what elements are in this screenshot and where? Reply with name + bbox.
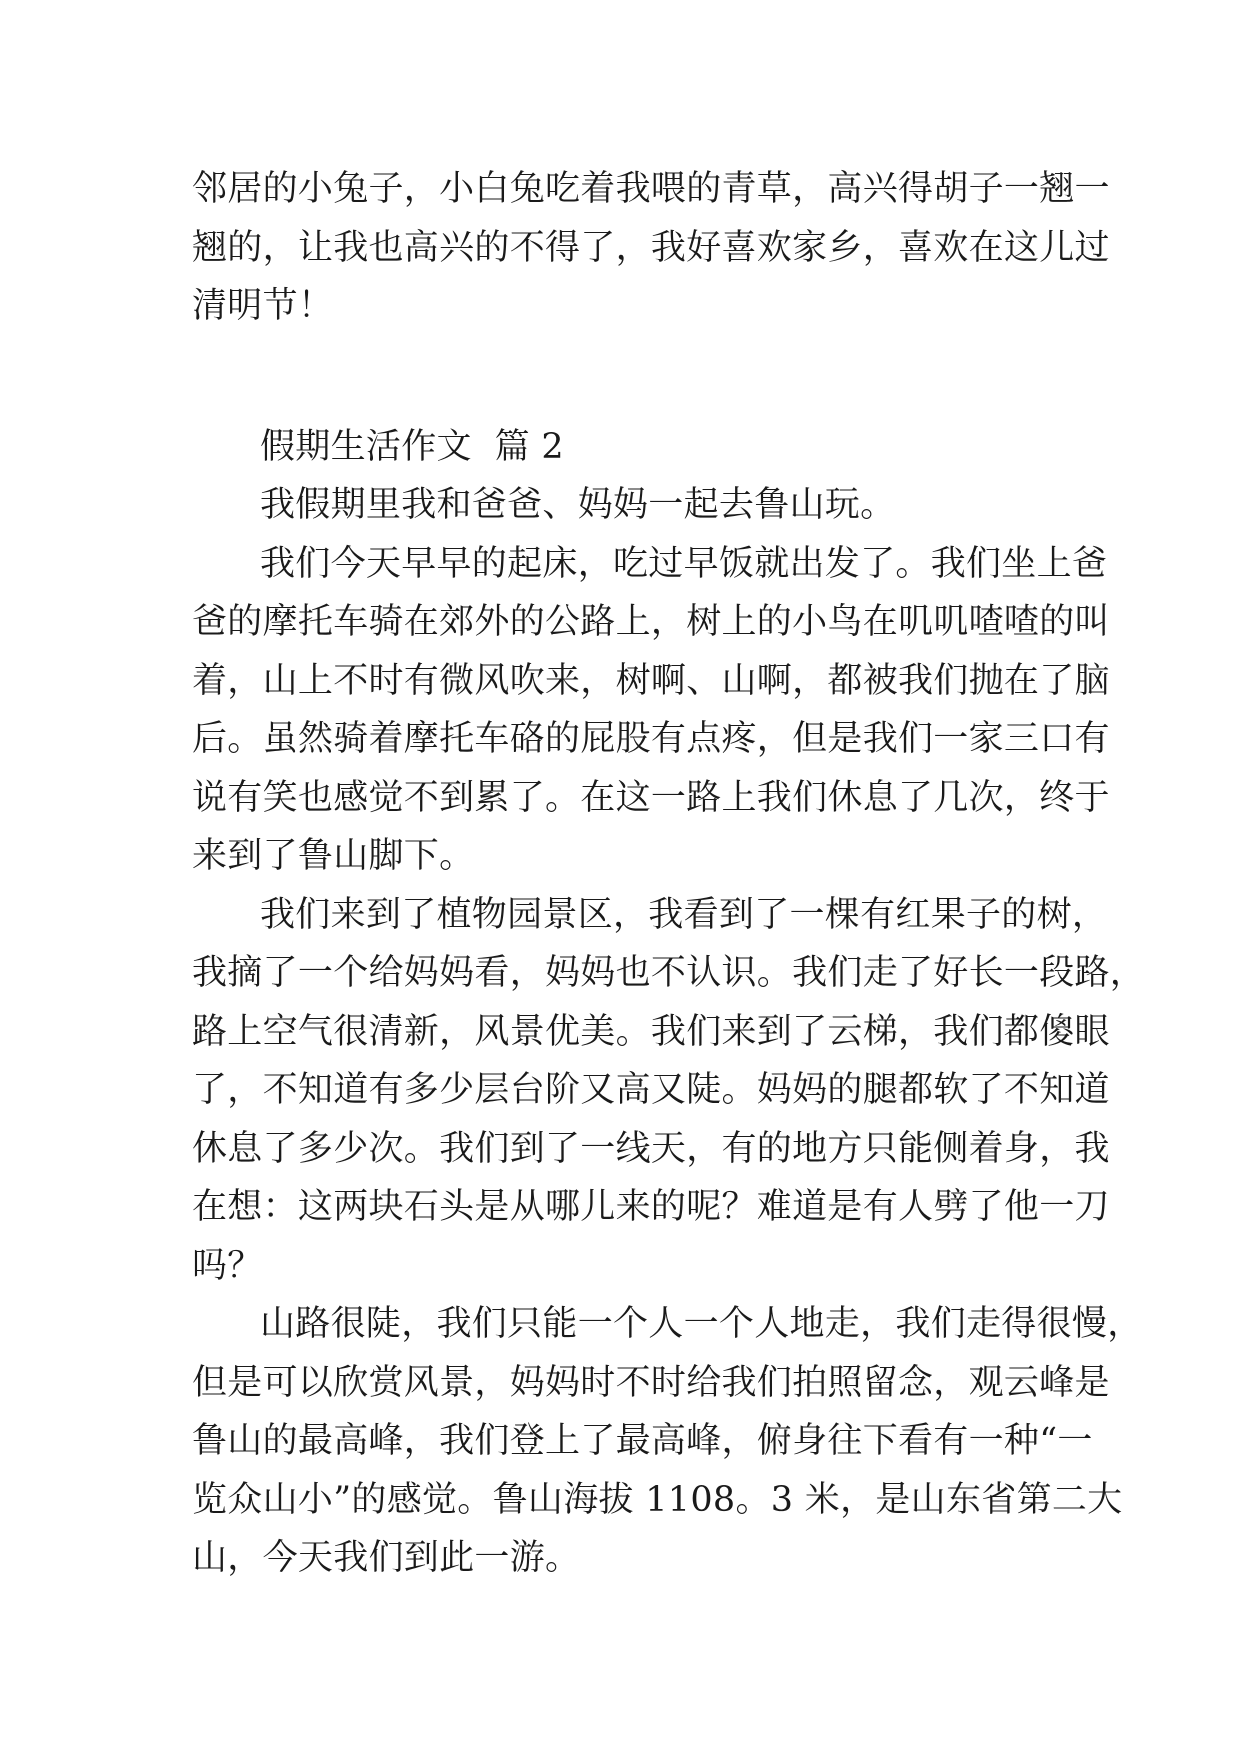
text-line: 翘的，让我也高兴的不得了，我好喜欢家乡，喜欢在这儿过	[192, 227, 1110, 268]
paragraph-3	[192, 886, 1146, 1296]
text-line: 吗？	[192, 1245, 263, 1286]
paragraph-4	[192, 1295, 1143, 1588]
text-line: 着，山上不时有微风吹来，树啊、山啊，都被我们抛在了脑	[192, 660, 1110, 701]
text-line: 我假期里我和爸爸、妈妈一起去鲁山玩。	[260, 485, 896, 525]
text-line: 了，不知道有多少层台阶又高又陡。妈妈的腿都软了不知道	[192, 1070, 1110, 1110]
text-line: 说有笑也感觉不到累了。在这一路上我们休息了几次，终于	[192, 777, 1110, 818]
text-line: 览众山小”的感觉。鲁山海拔 1108。3 米，是山东省第二大	[192, 1479, 1123, 1520]
text-line: 我摘了一个给妈妈看，妈妈也不认识。我们走了好长一段路，	[192, 953, 1146, 993]
document-page	[192, 160, 1146, 1588]
text-line: 山，今天我们到此一游。	[192, 1538, 581, 1578]
text-line: 鲁山的最高峰，我们登上了最高峰，俯身往下看有一种“一	[192, 1421, 1093, 1461]
paragraph-2	[192, 535, 1110, 886]
paragraph-1	[192, 476, 1052, 535]
text-line: 清明节！	[192, 286, 334, 326]
text-line: 在想：这两块石头是从哪儿来的呢？难道是有人劈了他一刀	[192, 1187, 1110, 1227]
text-line: 后。虽然骑着摩托车硌的屁股有点疼，但是我们一家三口有	[192, 719, 1110, 759]
text-line: 我们今天早早的起床，吃过早饭就出发了。我们坐上爸	[260, 543, 1108, 584]
intro-paragraph	[192, 160, 1110, 336]
text-line: 爸的摩托车骑在郊外的公路上，树上的小鸟在叽叽喳喳的叫	[192, 602, 1110, 642]
text-line: 邻居的小兔子，小白兔吃着我喂的青草，高兴得胡子一翘一	[192, 169, 1110, 209]
text-line: 休息了多少次。我们到了一线天，有的地方只能侧着身，我	[192, 1128, 1110, 1169]
text-line: 来到了鲁山脚下。	[192, 836, 475, 876]
section-title: 假期生活作文 篇 2	[260, 426, 564, 467]
text-line: 路上空气很清新，风景优美。我们来到了云梯，我们都傻眼	[192, 1011, 1110, 1052]
paragraph-gap	[192, 336, 1052, 418]
text-line: 我们来到了植物园景区，我看到了一棵有红果子的树，	[260, 894, 1108, 935]
text-line: 山路很陡，我们只能一个人一个人地走，我们走得很慢，	[260, 1304, 1143, 1344]
text-line: 但是可以欣赏风景，妈妈时不时给我们拍照留念，观云峰是	[192, 1362, 1110, 1403]
